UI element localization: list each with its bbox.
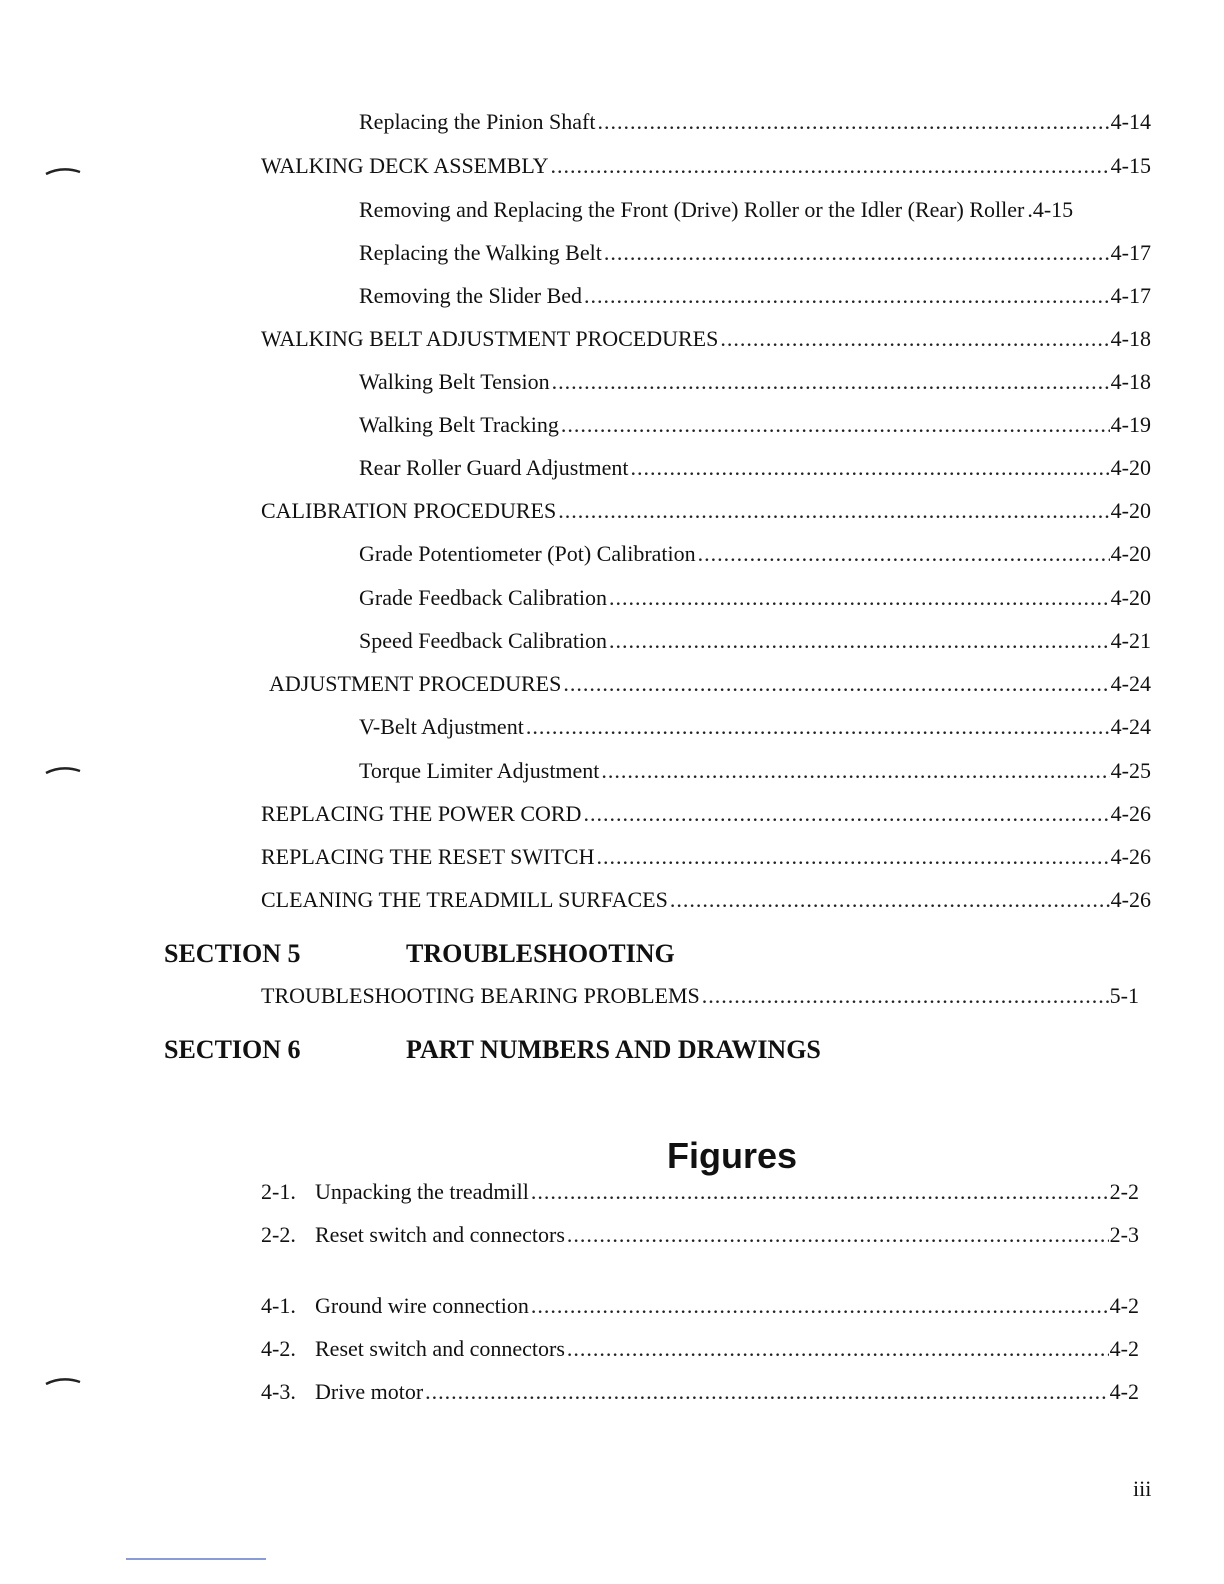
dot-leader bbox=[609, 584, 1110, 612]
dot-leader bbox=[526, 713, 1110, 741]
figure-number: 4-3. bbox=[261, 1379, 296, 1404]
toc-entry bbox=[359, 584, 1151, 612]
toc-entry-label: Replacing the Pinion Shaft bbox=[359, 109, 596, 134]
toc-entry-page: 4-24 bbox=[1110, 714, 1151, 739]
toc-entry-label: Removing the Slider Bed bbox=[359, 283, 583, 308]
figure-page: 2-2 bbox=[1109, 1179, 1139, 1204]
toc-entry-label: REPLACING THE RESET SWITCH bbox=[261, 844, 595, 869]
toc-entry-page: 4-26 bbox=[1110, 801, 1151, 826]
toc-entry bbox=[359, 196, 1151, 224]
figure-number: 4-2. bbox=[261, 1336, 296, 1361]
section-6-title: PART NUMBERS AND DRAWINGS bbox=[406, 1035, 821, 1064]
section-6-number: SECTION 6 bbox=[164, 1035, 301, 1064]
dot-leader bbox=[720, 325, 1109, 353]
toc-entry-page: 4-21 bbox=[1110, 628, 1151, 653]
toc-entry-label: REPLACING THE POWER CORD bbox=[261, 801, 582, 826]
toc-entry-page: 4-20 bbox=[1110, 541, 1151, 566]
toc-entry-page: 4-24 bbox=[1110, 671, 1151, 696]
toc-entry-label: Grade Feedback Calibration bbox=[359, 585, 608, 610]
toc-entry-page: 5-1 bbox=[1109, 983, 1139, 1008]
toc-entry-label: Removing and Replacing the Front (Drive) Roller or the Idler (Rear) Roller bbox=[359, 197, 1025, 222]
figure-label: Ground wire connection bbox=[315, 1293, 529, 1318]
toc-entry bbox=[261, 982, 1139, 1010]
dot-leader bbox=[531, 1178, 1109, 1206]
figure-page: 2-3 bbox=[1109, 1222, 1139, 1247]
binder-hole-mark bbox=[44, 166, 82, 176]
dot-leader bbox=[698, 540, 1110, 568]
section-5-number: SECTION 5 bbox=[164, 939, 301, 968]
figure-entry bbox=[261, 1335, 1139, 1363]
dot-leader bbox=[561, 411, 1110, 439]
section-5-title: TROUBLESHOOTING bbox=[406, 939, 675, 968]
dot-leader bbox=[596, 843, 1109, 871]
dot-leader bbox=[601, 757, 1109, 785]
figure-page: 4-2 bbox=[1109, 1293, 1139, 1318]
dot-leader bbox=[597, 108, 1109, 136]
figure-label: Unpacking the treadmill bbox=[315, 1179, 529, 1204]
figure-number: 2-1. bbox=[261, 1179, 296, 1204]
figure-entry bbox=[261, 1178, 1139, 1206]
dot-leader bbox=[425, 1378, 1109, 1406]
toc-entry-page: 4-26 bbox=[1110, 887, 1151, 912]
dot-leader bbox=[583, 800, 1109, 828]
toc-entry-page: 4-20 bbox=[1110, 455, 1151, 480]
toc-entry-label: WALKING DECK ASSEMBLY bbox=[261, 153, 549, 178]
dot-leader bbox=[584, 282, 1110, 310]
toc-entry bbox=[359, 239, 1151, 267]
figure-entry bbox=[261, 1378, 1139, 1406]
dot-leader bbox=[630, 454, 1109, 482]
figure-page: 4-2 bbox=[1109, 1379, 1139, 1404]
figure-entry bbox=[261, 1221, 1139, 1249]
toc-entry-label: Replacing the Walking Belt bbox=[359, 240, 602, 265]
toc-entry bbox=[359, 540, 1151, 568]
footer-rule bbox=[126, 1558, 266, 1560]
toc-entry-label: CLEANING THE TREADMILL SURFACES bbox=[261, 887, 668, 912]
toc-entry bbox=[261, 325, 1151, 353]
figure-label: Reset switch and connectors bbox=[315, 1222, 565, 1247]
toc-entry bbox=[359, 454, 1151, 482]
toc-entry-label: ADJUSTMENT PROCEDURES bbox=[269, 671, 562, 696]
figure-page: 4-2 bbox=[1109, 1336, 1139, 1361]
dot-leader bbox=[531, 1292, 1109, 1320]
figure-label: Reset switch and connectors bbox=[315, 1336, 565, 1361]
dot-leader bbox=[563, 670, 1109, 698]
toc-entry bbox=[261, 886, 1151, 914]
toc-entry bbox=[359, 368, 1151, 396]
toc-entry-label: Grade Potentiometer (Pot) Calibration bbox=[359, 541, 696, 566]
toc-entry-page: 4-14 bbox=[1110, 109, 1151, 134]
dot-leader bbox=[567, 1335, 1109, 1363]
dot-leader bbox=[552, 368, 1110, 396]
dot-leader bbox=[550, 152, 1109, 180]
toc-entry-label: Speed Feedback Calibration bbox=[359, 628, 608, 653]
toc-entry-label: Torque Limiter Adjustment bbox=[359, 758, 600, 783]
toc-entry-page: 4-17 bbox=[1110, 240, 1151, 265]
toc-entry-page: 4-26 bbox=[1110, 844, 1151, 869]
toc-entry-page: 4-19 bbox=[1110, 412, 1151, 437]
toc-entry bbox=[359, 757, 1151, 785]
toc-entry bbox=[261, 152, 1151, 180]
toc-entry-label: CALIBRATION PROCEDURES bbox=[261, 498, 557, 523]
toc-entry-page: 4-15 bbox=[1110, 153, 1151, 178]
dot-leader bbox=[604, 239, 1110, 267]
toc-entry-label: Rear Roller Guard Adjustment bbox=[359, 455, 629, 480]
figure-number: 4-1. bbox=[261, 1293, 296, 1318]
toc-entry bbox=[261, 497, 1151, 525]
figures-heading: Figures bbox=[667, 1135, 798, 1176]
toc-entry-label: V-Belt Adjustment bbox=[359, 714, 524, 739]
binder-hole-mark bbox=[44, 765, 82, 775]
dot-leader bbox=[670, 886, 1110, 914]
toc-entry bbox=[269, 670, 1151, 698]
toc-entry-page: 4-20 bbox=[1110, 498, 1151, 523]
toc-entry-page: 4-17 bbox=[1110, 283, 1151, 308]
toc-entry-page: 4-18 bbox=[1110, 326, 1151, 351]
toc-entry-page: 4-18 bbox=[1110, 369, 1151, 394]
toc-entry bbox=[261, 843, 1151, 871]
toc-entry-label: Walking Belt Tracking bbox=[359, 412, 559, 437]
toc-entry bbox=[261, 800, 1151, 828]
figure-label: Drive motor bbox=[315, 1379, 424, 1404]
dot-leader bbox=[567, 1221, 1109, 1249]
toc-entry bbox=[359, 713, 1151, 741]
figure-number: 2-2. bbox=[261, 1222, 296, 1247]
toc-entry-page: 4-25 bbox=[1110, 758, 1151, 783]
toc-entry-label: TROUBLESHOOTING BEARING PROBLEMS bbox=[261, 983, 700, 1008]
dot-leader bbox=[609, 627, 1110, 655]
figure-entry bbox=[261, 1292, 1139, 1320]
toc-entry bbox=[359, 627, 1151, 655]
dot-leader bbox=[558, 497, 1109, 525]
toc-entry bbox=[359, 108, 1151, 136]
page-number: iii bbox=[1133, 1476, 1152, 1501]
toc-entry bbox=[359, 282, 1151, 310]
toc-entry-label: WALKING BELT ADJUSTMENT PROCEDURES bbox=[261, 326, 719, 351]
toc-entry-page: .4-15 bbox=[1027, 197, 1074, 222]
binder-hole-mark bbox=[44, 1376, 82, 1386]
dot-leader bbox=[702, 982, 1109, 1010]
toc-entry-page: 4-20 bbox=[1110, 585, 1151, 610]
toc-entry-label: Walking Belt Tension bbox=[359, 369, 550, 394]
toc-entry bbox=[359, 411, 1151, 439]
